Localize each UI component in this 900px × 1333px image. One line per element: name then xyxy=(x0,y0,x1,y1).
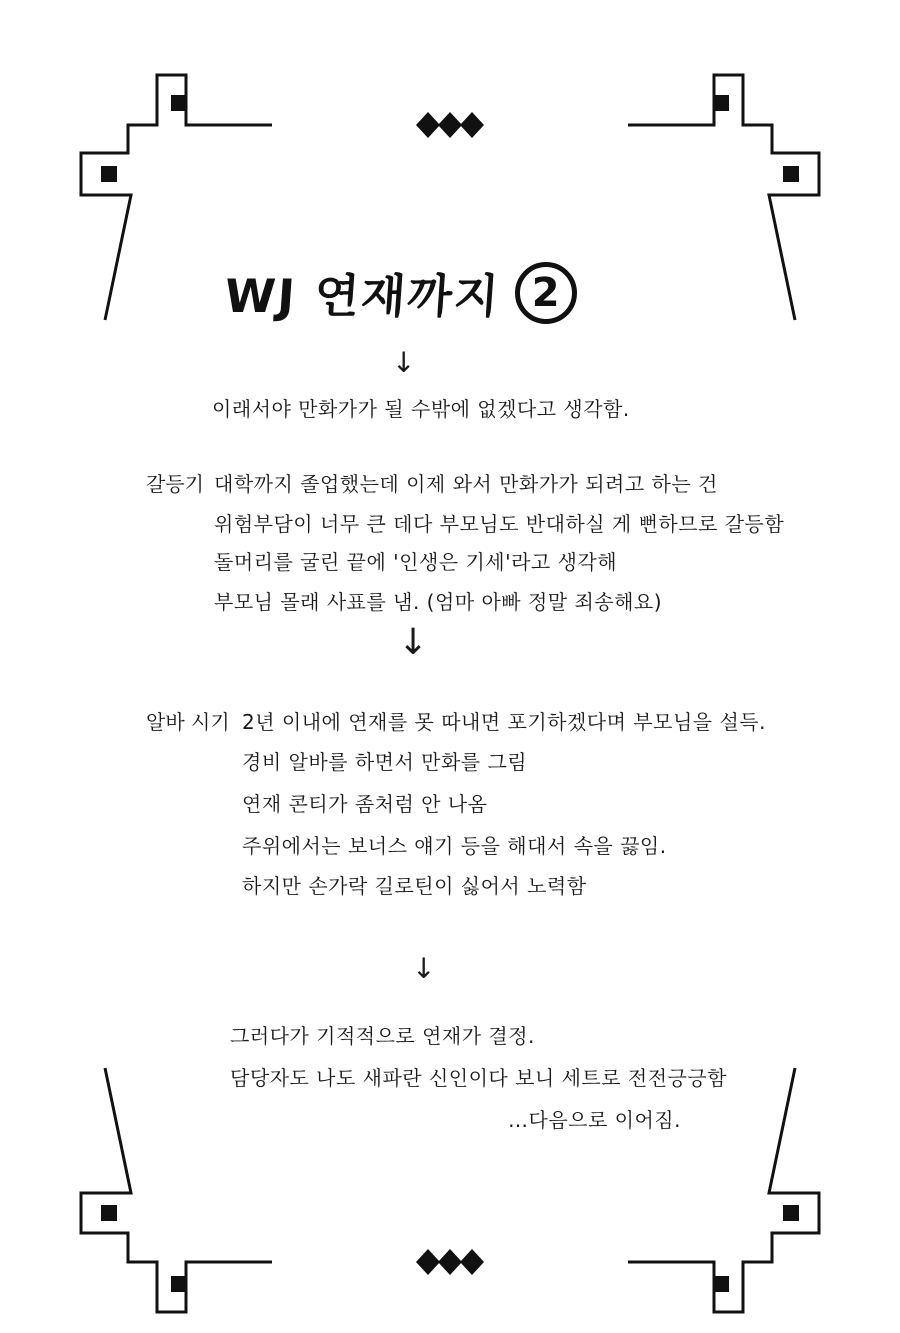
section-line: 하지만 손가락 길로틴이 싫어서 노력함 xyxy=(242,874,587,898)
section-line: 대학까지 졸업했는데 이제 와서 만화가가 되려고 하는 건 xyxy=(214,472,718,496)
page-title xyxy=(222,258,605,328)
section-line: 2년 이내에 연재를 못 따내면 포기하겠다며 부모님을 설득. xyxy=(242,710,766,734)
diamond-ornament xyxy=(438,1249,462,1275)
down-arrow-icon: ↓ xyxy=(398,622,429,663)
intro-line: 이래서야 만화가가 될 수밖에 없겠다고 생각함. xyxy=(212,397,630,421)
ending-line: 담당자도 나도 새파란 신인이다 보니 세트로 전전긍긍함 xyxy=(230,1066,728,1090)
diamond-ornament xyxy=(438,112,462,138)
ornament-square xyxy=(101,166,117,182)
section-line: 경비 알바를 하면서 만화를 그림 xyxy=(242,750,528,774)
ending-line: 그러다가 기적적으로 연재가 결정. xyxy=(230,1024,535,1048)
ornament-square xyxy=(171,1276,187,1292)
diamond-ornament xyxy=(460,112,484,138)
diamond-ornament xyxy=(416,1249,440,1275)
section-line: 주위에서는 보너스 얘기 등을 해대서 속을 끓임. xyxy=(242,834,667,858)
down-arrow-icon: ↓ xyxy=(392,346,416,379)
corner-ornament-top-right xyxy=(628,75,819,320)
section-line: 돌머리를 굴린 끝에 '인생은 기세'라고 생각해 xyxy=(214,550,618,574)
section-line: 부모님 몰래 사표를 냄. (엄마 아빠 정말 죄송해요) xyxy=(214,590,663,614)
continued-note: …다음으로 이어짐. xyxy=(508,1108,681,1132)
section-label-conflict: 갈등기 xyxy=(146,472,204,496)
ornament-square xyxy=(713,95,729,111)
section-label-parttime: 알바 시기 xyxy=(146,710,230,734)
ornament-square xyxy=(713,1276,729,1292)
section-line: 위험부담이 너무 큰 데다 부모님도 반대하실 게 뻔하므로 갈등함 xyxy=(214,512,785,536)
title-text: WJ 연재까지 xyxy=(222,269,503,323)
down-arrow-icon: ↓ xyxy=(412,952,436,985)
title-number-circle: 2 xyxy=(515,262,577,324)
diamond-ornament xyxy=(460,1249,484,1275)
ornament-square xyxy=(783,1205,799,1221)
corner-ornament-bottom-left xyxy=(81,1068,272,1312)
ornament-square xyxy=(171,95,187,111)
diamond-ornament xyxy=(416,112,440,138)
ornament-square xyxy=(783,166,799,182)
ornament-square xyxy=(101,1205,117,1221)
section-line: 연재 콘티가 좀처럼 안 나옴 xyxy=(242,792,488,816)
